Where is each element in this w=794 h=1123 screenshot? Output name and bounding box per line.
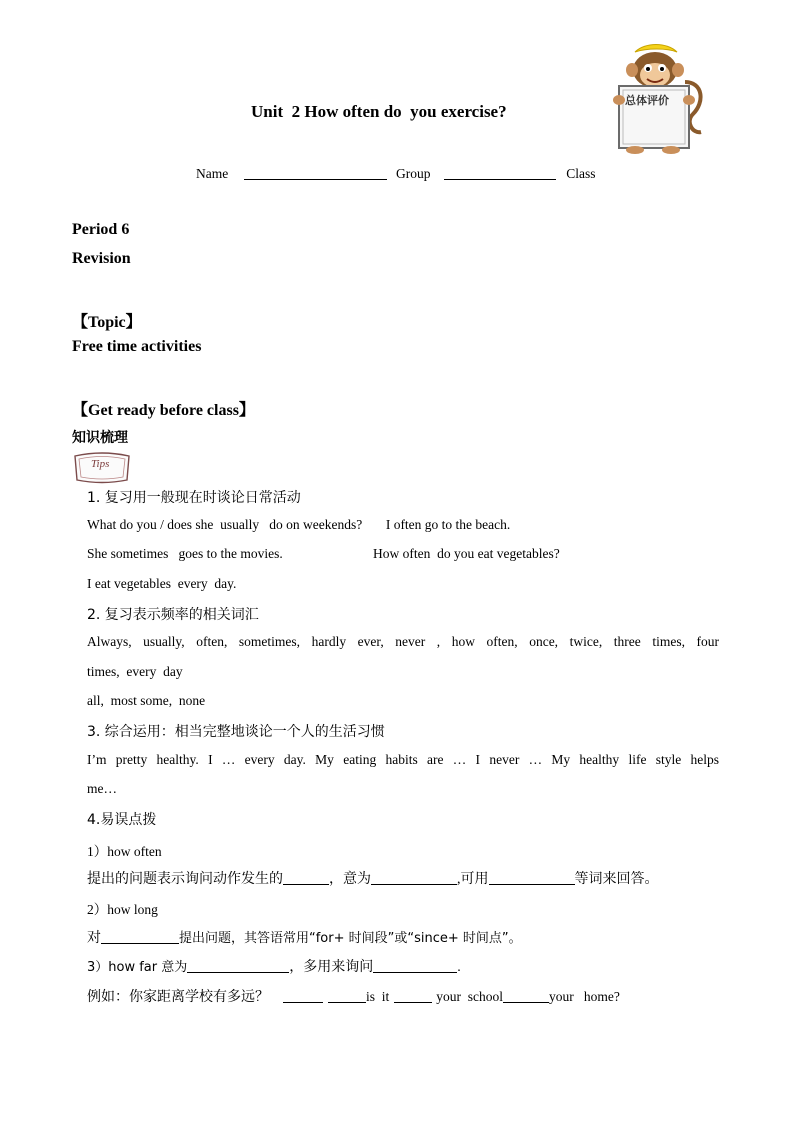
section1-line2a: She sometimes goes to the movies. [87,546,283,561]
sub3-blank-ask[interactable] [373,958,457,973]
group-blank[interactable] [444,165,556,180]
section3-line2: me… [87,781,117,796]
section1-heading: 1. 复习用一般现在时谈论日常活动 [87,490,301,506]
student-info-line [196,165,596,182]
sub2-sentence [87,927,522,947]
sub1-text-b: ，意为 [329,871,371,887]
sub3-label-a: 3）how far 意为 [87,960,188,975]
sub2-label: 2）how long [87,902,158,917]
knowledge-heading: 知识梳理 [72,430,128,446]
section2-line2: times, every day [87,664,183,679]
sub3-blank-meaning[interactable] [187,958,289,973]
sub1-text-c: ,可用 [457,872,489,887]
example-blank-3[interactable] [394,988,432,1003]
topic-text: Free time activities [72,338,202,355]
example-blank-2[interactable] [328,988,366,1003]
period-heading: Period 6 [72,221,130,238]
name-label: Name [196,166,229,181]
section1-line3: I eat vegetables every day. [87,576,237,591]
tips-badge [73,452,131,484]
sub2-text-b: 提出问题，其答语常用“for+ 时间段”或“since+ 时间点”。 [179,931,522,946]
section3-heading: 3. 综合运用：相当完整地谈论一个人的生活习惯 [87,724,385,740]
sub2-text-a: 对 [87,930,101,946]
revision-heading: Revision [72,250,131,267]
evaluation-badge-label: 总体评价 [625,94,669,107]
page-title: Unit 2 How often do you exercise? [251,102,507,121]
example-blank-4[interactable] [503,988,549,1003]
sub1-text-d: 等词来回答。 [574,871,659,887]
group-label: Group [395,166,431,181]
sub2-blank[interactable] [101,929,179,944]
example-text-d: your home? [549,989,620,1004]
section2-heading: 2. 复习表示频率的相关词汇 [87,607,259,623]
example-sentence [87,986,620,1006]
evaluation-badge [605,42,705,154]
section4-heading: 4.易误点拨 [87,812,157,828]
example-text-a: 例如：你家距离学校有多远？ [87,989,269,1005]
name-blank[interactable] [244,165,387,180]
tips-label: Tips [91,458,110,470]
sub1-blank-meaning[interactable] [371,870,457,885]
section1-line2b: How often do you eat vegetables? [373,546,560,561]
sub3-label-b: ，多用来询问 [289,959,374,975]
example-text-b: is it [366,989,390,1004]
topic-heading: 【Topic】 [72,314,142,331]
sub1-sentence [87,868,659,888]
example-blank-1[interactable] [283,988,323,1003]
example-text-c: your school [436,989,504,1004]
section1-line1: What do you / does she usually do on weekends? I often go to the beach. [87,517,511,532]
class-label: Class [566,166,596,181]
sub1-label: 1）how often [87,844,162,859]
get-ready-heading: 【Get ready before class】 [72,402,255,419]
sub1-blank-answers[interactable] [489,870,575,885]
sub1-blank-frequency[interactable] [283,870,329,885]
section2-line3: all, most some, none [87,693,206,708]
sub1-text-a: 提出的问题表示询问动作发生的 [87,871,283,887]
section3-line1: I’m pretty healthy. I … every day. My eating habits are … I never … My healthy life style helps [87,752,719,767]
sub3-end: . [457,960,461,975]
sub3-sentence [87,956,461,976]
section2-line1: Always, usually, often, sometimes, hardly ever, never , how often, once, twice, three times, four [87,634,719,649]
